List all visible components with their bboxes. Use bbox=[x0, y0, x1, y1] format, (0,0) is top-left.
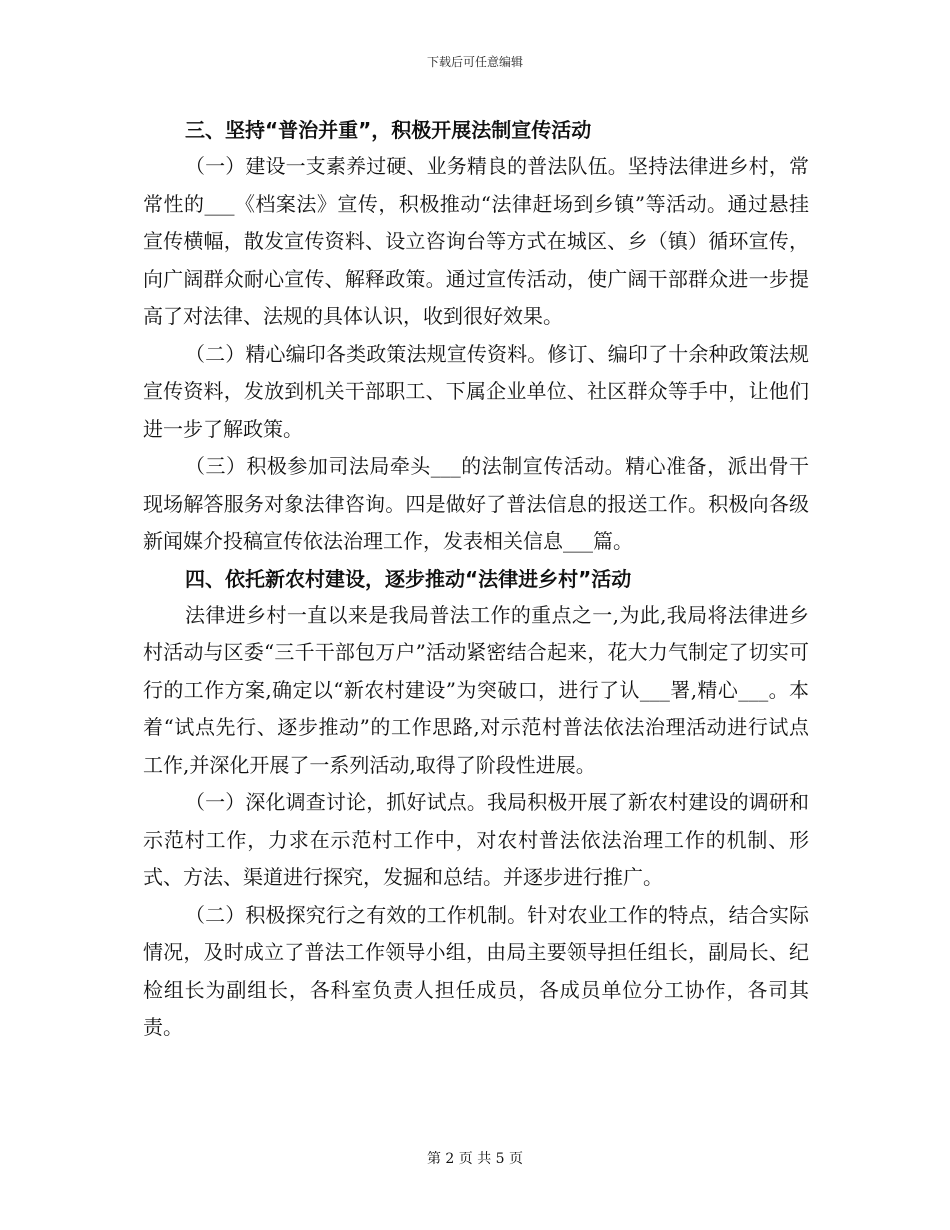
page-header: 下载后可任意编辑 bbox=[426, 55, 523, 69]
paragraph: （一）深化调查讨论，抓好试点。我局积极开展了新农村建设的调研和示范村工作，力求在示范村工作中，对农村普法依法治理工作的机制、形式、方法、渠道进行探究，发掘和总结。并逐步进行推广。 bbox=[143, 790, 809, 889]
paragraph: （一）建设一支素养过硬、业务精良的普法队伍。坚持法律进乡村，常常性的___《档案法》宣传，积极推动“法律赶场到乡镇”等活动。通过悬挂宣传横幅，散发宣传资料、设立咨询台等方式在城区、乡（镇）循环宣传，向广阔群众耐心宣传、解释政策。通过宣传活动，使广阔干部群众进一步提高了对法律、法规的具体认识，收到很好效果。 bbox=[143, 154, 809, 328]
section-heading-3: 三、坚持“普治并重”，积极开展法制宣传活动 bbox=[185, 118, 592, 142]
document-body bbox=[143, 112, 809, 1047]
paragraph: （二）积极探究行之有效的工作机制。针对农业工作的特点，结合实际情况，及时成立了普法工作领导小组，由局主要领导担任组长，副局长、纪检组长为副组长，各科室负责人担任成员，各成员单位分工协作，各司其责。 bbox=[143, 902, 809, 1039]
page-number-footer: 第 2 页 共 5 页 bbox=[426, 1151, 524, 1167]
section-heading-4: 四、依托新农村建设，逐步推动“法律进乡村”活动 bbox=[185, 566, 632, 591]
paragraph: （二）精心编印各类政策法规宣传资料。修订、编印了十余种政策法规宣传资料，发放到机关干部职工、下属企业单位、社区群众等手中，让他们进一步了解政策。 bbox=[143, 341, 809, 441]
paragraph: （三）积极参加司法局牵头___的法制宣传活动。精心准备，派出骨干现场解答服务对象法律咨询。四是做好了普法信息的报送工作。积极向各级新闻媒介投稿宣传依法治理工作，发表相关信息___篇。 bbox=[143, 454, 809, 553]
paragraph: 法律进乡村一直以来是我局普法工作的重点之一,为此,我局将法律进乡村活动与区委“三千干部包万户”活动紧密结合起来，花大力气制定了切实可行的工作方案,确定以“新农村建设”为突破口，进行了认___署,精心___。本着“试点先行、逐步推动”的工作思路,对示范村普法依法治理活动进行试点工作,并深化开展了一系列活动,取得了阶段性进展。 bbox=[143, 602, 809, 777]
